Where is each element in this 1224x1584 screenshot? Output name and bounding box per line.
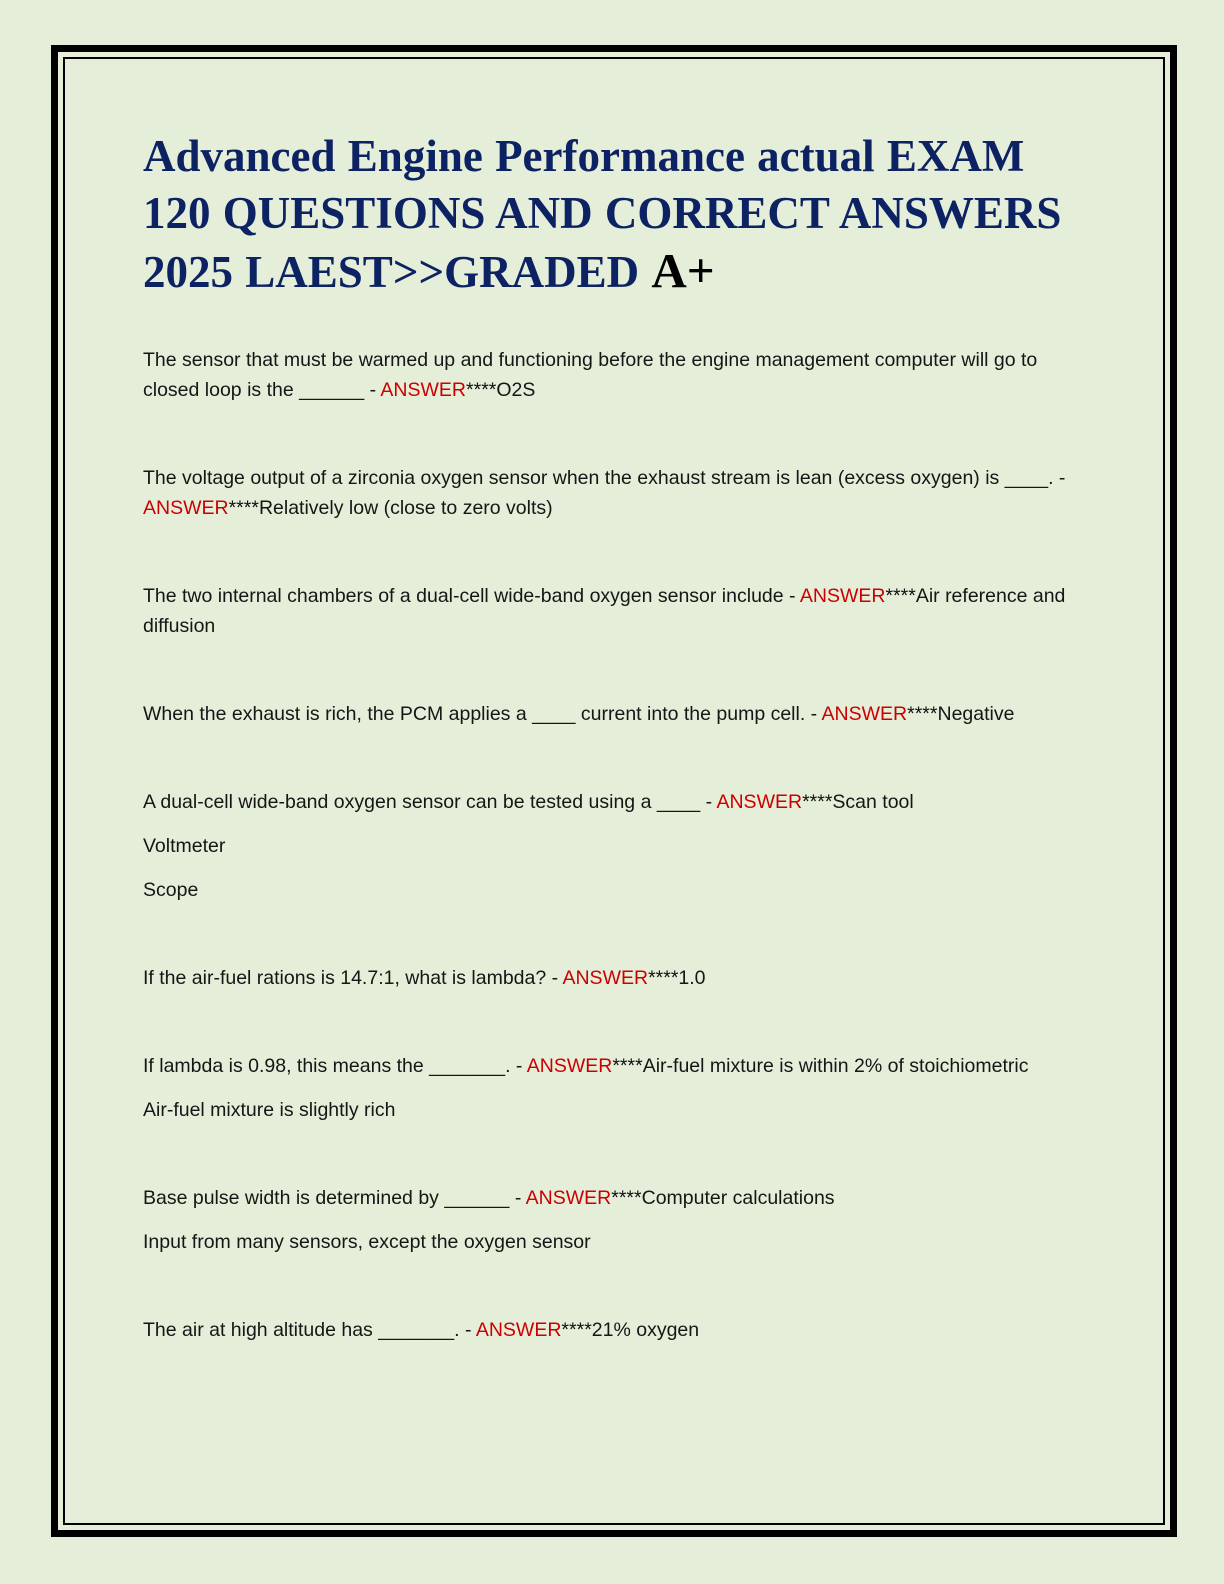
qa-question-answer-line (143, 1183, 1073, 1213)
question-text: Base pulse width is determined by ______ - (143, 1187, 526, 1209)
block-spacer (143, 905, 1073, 963)
answer-separator: **** (466, 379, 497, 401)
qa-block (143, 699, 1073, 729)
qa-question-answer-line (143, 699, 1073, 729)
answer-label: ANSWER (525, 1187, 612, 1209)
qa-question-answer-line (143, 1315, 1073, 1345)
block-spacer (143, 729, 1073, 787)
answer-text: 1.0 (678, 967, 706, 989)
page-title-line-2: 120 QUESTIONS AND CORRECT (143, 188, 830, 238)
question-text: The sensor that must be warmed up and functioning before the engine management computer will go to closed loop is the ______ - (143, 349, 1038, 401)
qa-question-answer-line (143, 1051, 1073, 1081)
qa-question-answer-line (143, 787, 1073, 817)
question-text: The voltage output of a zirconia oxygen sensor when the exhaust stream is lean (excess oxygen) is ____. - (143, 467, 1066, 489)
title-spacer (143, 301, 1073, 345)
answer-label: ANSWER (475, 1319, 562, 1341)
answer-text: Air reference and diffusion (143, 585, 1066, 637)
question-text: If the air-fuel rations is 14.7:1, what is lambda? - (143, 967, 563, 989)
answer-text: Negative (937, 703, 1015, 725)
answer-label: ANSWER (799, 585, 886, 607)
answer-extra-line: Air-fuel mixture is slightly rich (143, 1099, 396, 1121)
answer-label: ANSWER (716, 791, 803, 813)
block-spacer (143, 1125, 1073, 1183)
qa-block (143, 345, 1073, 405)
question-answer-list (143, 345, 1073, 1345)
answer-label: ANSWER (562, 967, 649, 989)
answer-label: ANSWER (380, 379, 467, 401)
block-spacer (143, 405, 1073, 463)
qa-question-answer-line (143, 581, 1073, 641)
qa-block (143, 963, 1073, 993)
page-title-line-3: ANSWERS 2025 LAEST>>GRADED (143, 188, 1062, 297)
answer-separator: **** (611, 1187, 642, 1209)
answer-separator: **** (561, 1319, 592, 1341)
question-text: When the exhaust is rich, the PCM applies a ____ current into the pump cell. - (143, 703, 822, 725)
qa-block (143, 463, 1073, 523)
question-text: The air at high altitude has _______. - (143, 1319, 476, 1341)
answer-label: ANSWER (526, 1055, 613, 1077)
block-spacer (143, 523, 1073, 581)
qa-block (143, 1051, 1073, 1125)
block-spacer (143, 641, 1073, 699)
answer-label: ANSWER (821, 703, 908, 725)
qa-question-answer-line (143, 345, 1073, 405)
question-text: A dual-cell wide-band oxygen sensor can be tested using a ____ - (143, 791, 717, 813)
qa-question-answer-line (143, 963, 1073, 993)
answer-separator: **** (907, 703, 938, 725)
answer-extra-line: Scope (143, 879, 199, 901)
qa-question-answer-line (143, 463, 1073, 523)
document-content (143, 128, 1073, 1345)
answer-separator: **** (228, 497, 259, 519)
answer-text: Scan tool (832, 791, 914, 813)
answer-text: Air-fuel mixture is within 2% of stoichiometric (642, 1055, 1029, 1077)
answer-text: 21% oxygen (591, 1319, 700, 1341)
page-title-grade: A+ (651, 243, 715, 298)
answer-separator: **** (885, 585, 916, 607)
page-title-line-1: Advanced Engine Performance actual EXAM (143, 131, 1025, 181)
qa-block (143, 1315, 1073, 1345)
answer-extra-line: Input from many sensors, except the oxygen sensor (143, 1231, 591, 1253)
answer-separator: **** (612, 1055, 643, 1077)
answer-text: O2S (496, 379, 536, 401)
answer-separator: **** (648, 967, 679, 989)
question-text: If lambda is 0.98, this means the _______. - (143, 1055, 527, 1077)
qa-block (143, 581, 1073, 641)
answer-label: ANSWER (143, 497, 229, 519)
block-spacer (143, 993, 1073, 1051)
page-title (143, 128, 1073, 301)
answer-extra-line: Voltmeter (143, 835, 226, 857)
qa-block (143, 787, 1073, 905)
block-spacer (143, 1257, 1073, 1315)
qa-block (143, 1183, 1073, 1257)
answer-separator: **** (802, 791, 833, 813)
answer-text: Computer calculations (641, 1187, 835, 1209)
question-text: The two internal chambers of a dual-cell wide-band oxygen sensor include - (143, 585, 800, 607)
answer-text: Relatively low (close to zero volts) (258, 497, 553, 519)
